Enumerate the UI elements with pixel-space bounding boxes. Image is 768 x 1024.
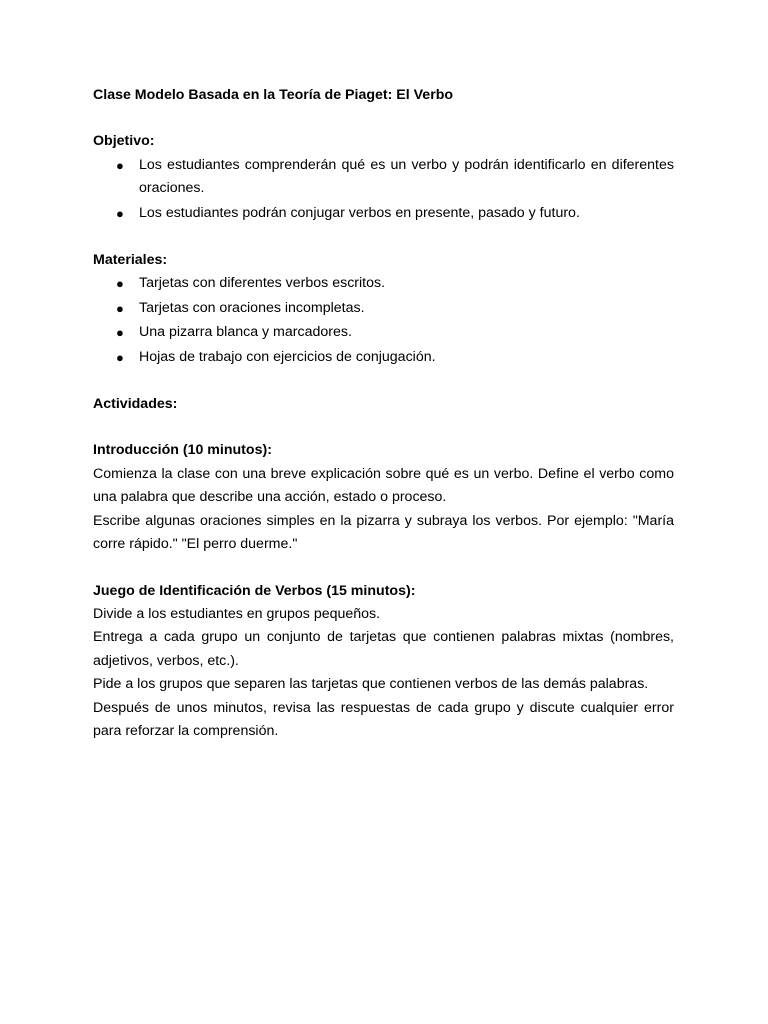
list-item <box>93 154 674 201</box>
juego-heading: Juego de Identificación de Verbos (15 minutos): <box>93 582 416 599</box>
list-item-text: Los estudiantes comprenderán qué es un verbo y podrán identificarlo en diferentes oraciones. <box>139 156 674 197</box>
bullet-icon: ● <box>116 349 124 365</box>
list-item <box>93 346 674 369</box>
spacer <box>93 226 674 249</box>
paragraph: Pide a los grupos que separen las tarjetas que contienen verbos de las demás palabras. <box>93 676 649 693</box>
materiales-list <box>93 272 674 369</box>
spacer <box>93 370 674 393</box>
paragraph: Escribe algunas oraciones simples en la pizarra y subraya los verbos. Por ejemplo: "María corre rápido." "El perro duerme." <box>93 512 674 553</box>
document-title: Clase Modelo Basada en la Teoría de Piaget: El Verbo <box>93 87 454 103</box>
bullet-icon: ● <box>116 300 124 316</box>
introduccion-heading: Introducción (10 minutos): <box>93 442 272 459</box>
paragraph: Después de unos minutos, revisa las respuestas de cada grupo y discute cualquier error para reforzar la comprensión. <box>93 699 674 739</box>
spacer <box>93 557 674 580</box>
spacer <box>93 107 674 130</box>
spacer <box>93 416 674 439</box>
paragraph: Divide a los estudiantes en grupos pequeños. <box>93 605 381 622</box>
paragraph: Entrega a cada grupo un conjunto de tarjetas que contienen palabras mixtas (nombres, adjetivos, verbos, etc.). <box>93 629 674 669</box>
list-item <box>93 202 674 225</box>
list-item <box>93 321 674 344</box>
objetivo-list <box>93 154 674 225</box>
bullet-icon: ● <box>116 325 124 341</box>
paragraph: Comienza la clase con una breve explicación sobre qué es un verbo. Define el verbo como una palabra que describe una acción, estado o proceso. <box>93 465 674 506</box>
bullet-icon: ● <box>116 205 124 221</box>
bullet-icon: ● <box>116 276 124 292</box>
list-item <box>93 297 674 320</box>
list-item-text: Tarjetas con diferentes verbos escritos. <box>139 275 386 292</box>
list-item-text: Una pizarra blanca y marcadores. <box>139 324 352 341</box>
materiales-heading: Materiales: <box>93 252 168 269</box>
bullet-icon: ● <box>116 157 124 173</box>
document-page <box>93 84 674 743</box>
list-item-text: Hojas de trabajo con ejercicios de conjugación. <box>139 348 436 365</box>
list-item-text: Tarjetas con oraciones incompletas. <box>139 299 365 316</box>
objetivo-heading: Objetivo: <box>93 133 155 150</box>
list-item <box>93 272 674 295</box>
list-item-text: Los estudiantes podrán conjugar verbos en presente, pasado y futuro. <box>139 204 580 221</box>
actividades-heading: Actividades: <box>93 396 178 413</box>
